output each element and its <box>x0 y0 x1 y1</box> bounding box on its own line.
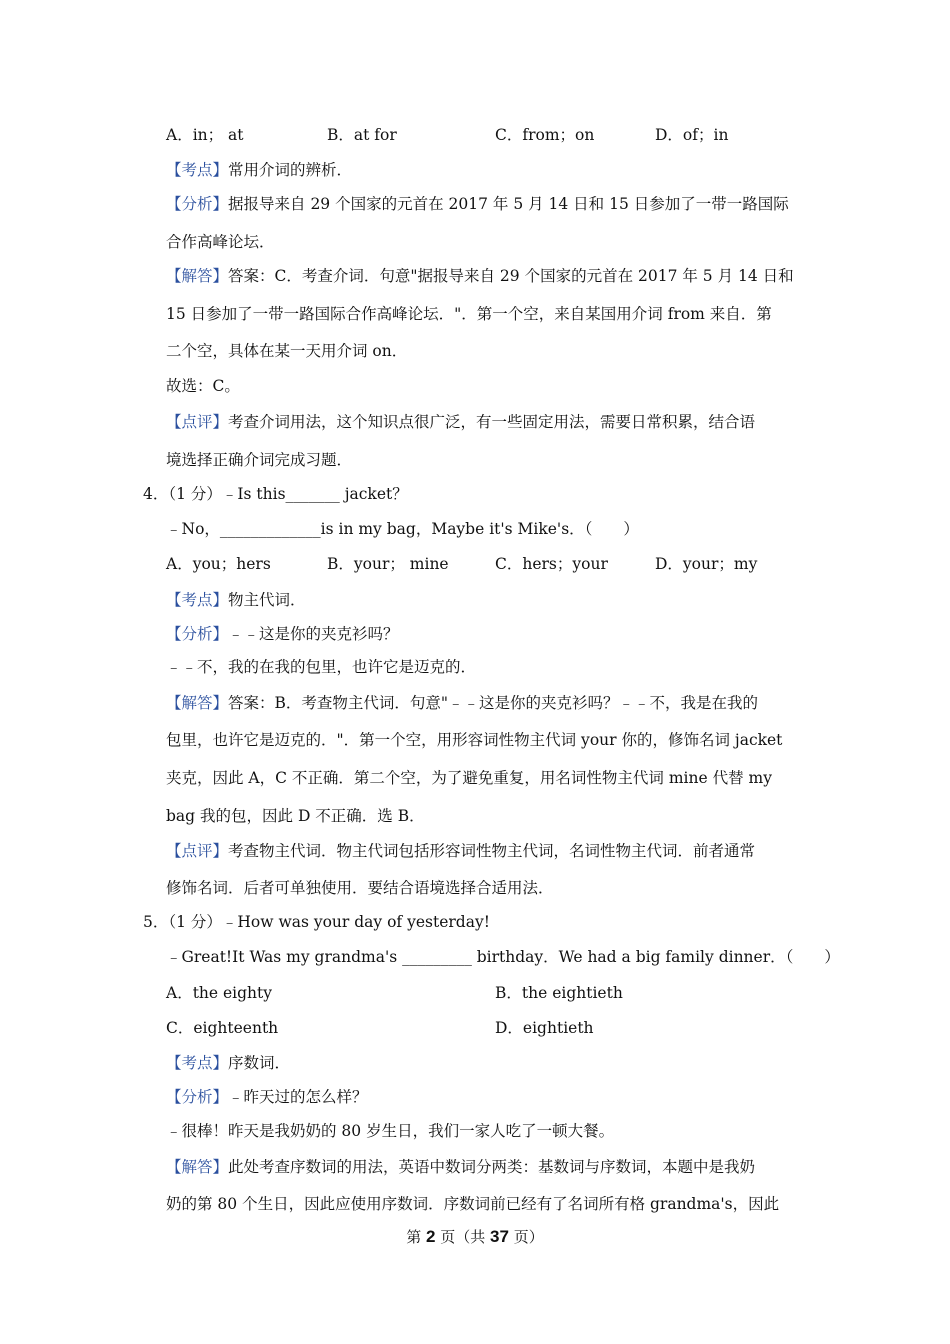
q4-option-c: C．hers；your <box>495 555 608 573</box>
q4-jieda-text-4: bag 我的包，因此 D 不正确．选 B． <box>166 807 425 825</box>
q4-jieda-text-2: 包里，也许它是迈克的．"．第一个空，用形容词性物主代词 your 你的，修饰名词 jacket <box>166 731 783 749</box>
q4-jieda-text-1: 答案：B．考查物主代词．句意"﹣﹣这是你的夹克衫吗？﹣﹣不，我是在我的 <box>228 694 759 712</box>
q3-fenxi-text-1: 据报导来自 29 个国家的元首在 2017 年 5 月 14 日和 15 日参加了一带一路国际 <box>228 195 789 213</box>
q5-stem-2: ﹣Great!It Was my grandma's _________ birthday．We had a big family dinner．（ ） <box>166 948 840 966</box>
q3-kaodian <box>166 160 811 180</box>
q5-fenxi-text-1: ﹣昨天过的怎么样？ <box>228 1088 368 1106</box>
q5-option-b: B．the eightieth <box>495 984 623 1002</box>
q4-dianping-text-2: 修饰名词．后者可单独使用．要结合语境选择合适用法． <box>166 879 554 897</box>
q3-jieda-text-2: 15 日参加了一带一路国际合作高峰论坛．"．第一个空，来自某国用介词 from 来自．第 <box>166 305 772 323</box>
page-number: 2 <box>426 1227 436 1246</box>
kaodian-tag: 【考点】 <box>166 591 229 609</box>
q4-fenxi-text-2: ﹣﹣不，我的在我的包里，也许它是迈克的． <box>166 658 477 676</box>
footer-prefix: 第 <box>406 1228 427 1246</box>
dianping-tag: 【点评】 <box>166 842 229 860</box>
q5-jieda-text-2: 奶的第 80 个生日，因此应使用序数词．序数词前已经有了名词所有格 grandma's，因此 <box>166 1195 780 1213</box>
q5-option-c: C．eighteenth <box>166 1019 279 1037</box>
q5-fenxi-text-2: ﹣很棒！昨天是我奶奶的 80 岁生日，我们一家人吃了一顿大餐。 <box>166 1122 615 1140</box>
q3-option-b: B．at for <box>327 126 397 144</box>
q3-dianping <box>166 412 811 432</box>
footer-middle: 页（共 <box>435 1228 491 1246</box>
fenxi-tag: 【分析】 <box>166 1088 229 1106</box>
q5-jieda <box>166 1157 811 1177</box>
jieda-tag: 【解答】 <box>166 1158 229 1176</box>
q4-dianping <box>166 841 811 861</box>
q3-kaodian-text: 常用介词的辨析． <box>228 161 353 179</box>
q4-jieda-text-3: 夹克，因此 A，C 不正确．第二个空，为了避免重复，用名词性物主代词 mine 代替 my <box>166 769 772 787</box>
q3-fenxi-text-2: 合作高峰论坛． <box>166 233 275 251</box>
q3-option-d: D．of；in <box>655 126 729 144</box>
q5-kaodian-text: 序数词． <box>228 1054 291 1072</box>
q3-dianping-text-1: 考查介词用法，这个知识点很广泛，有一些固定用法，需要日常积累，结合语 <box>228 413 756 431</box>
q4-kaodian <box>166 590 811 610</box>
q4-option-a: A．you；hers <box>166 555 271 573</box>
q4-dianping-text-1: 考查物主代词．物主代词包括形容词性物主代词，名词性物主代词．前者通常 <box>228 842 756 860</box>
q3-fenxi <box>166 194 811 214</box>
q3-option-a: A．in； at <box>166 126 244 144</box>
footer-suffix: 页） <box>508 1228 544 1246</box>
q3-option-c: C．from；on <box>495 126 595 144</box>
q3-jieda-text-3: 二个空，具体在某一天用介词 on． <box>166 342 408 360</box>
q3-answer: 故选：C。 <box>166 377 240 395</box>
page-footer <box>0 1226 950 1247</box>
q4-kaodian-text: 物主代词． <box>228 591 306 609</box>
q5-fenxi <box>166 1087 811 1107</box>
jieda-tag: 【解答】 <box>166 267 229 285</box>
q4-stem-1: 4．（1 分）﹣Is this_______ jacket？ <box>143 485 408 503</box>
q5-stem-1: 5．（1 分）﹣How was your day of yesterday! <box>143 913 490 931</box>
q3-dianping-text-2: 境选择正确介词完成习题． <box>166 451 353 469</box>
q5-option-d: D．eightieth <box>495 1019 594 1037</box>
kaodian-tag: 【考点】 <box>166 1054 229 1072</box>
dianping-tag: 【点评】 <box>166 413 229 431</box>
q5-option-a: A．the eighty <box>166 984 273 1002</box>
q4-option-d: D．your；my <box>655 555 758 573</box>
q5-jieda-text-1: 此处考查序数词的用法，英语中数词分两类：基数词与序数词，本题中是我奶 <box>228 1158 756 1176</box>
kaodian-tag: 【考点】 <box>166 161 229 179</box>
fenxi-tag: 【分析】 <box>166 625 229 643</box>
q4-stem-2: ﹣No，_____________is in my bag，Maybe it's Mike's．（ ） <box>166 520 639 538</box>
q5-kaodian <box>166 1053 811 1073</box>
q3-jieda <box>166 266 811 286</box>
q3-jieda-text-1: 答案：C．考查介词．句意"据报导来自 29 个国家的元首在 2017 年 5 月 14 日和 <box>228 267 794 285</box>
q4-option-b: B．your； mine <box>327 555 449 573</box>
fenxi-tag: 【分析】 <box>166 195 229 213</box>
q4-fenxi-text-1: ﹣﹣这是你的夹克衫吗？ <box>228 625 399 643</box>
total-pages: 37 <box>490 1227 509 1246</box>
q4-jieda <box>166 693 811 713</box>
q4-fenxi <box>166 624 811 644</box>
jieda-tag: 【解答】 <box>166 694 229 712</box>
